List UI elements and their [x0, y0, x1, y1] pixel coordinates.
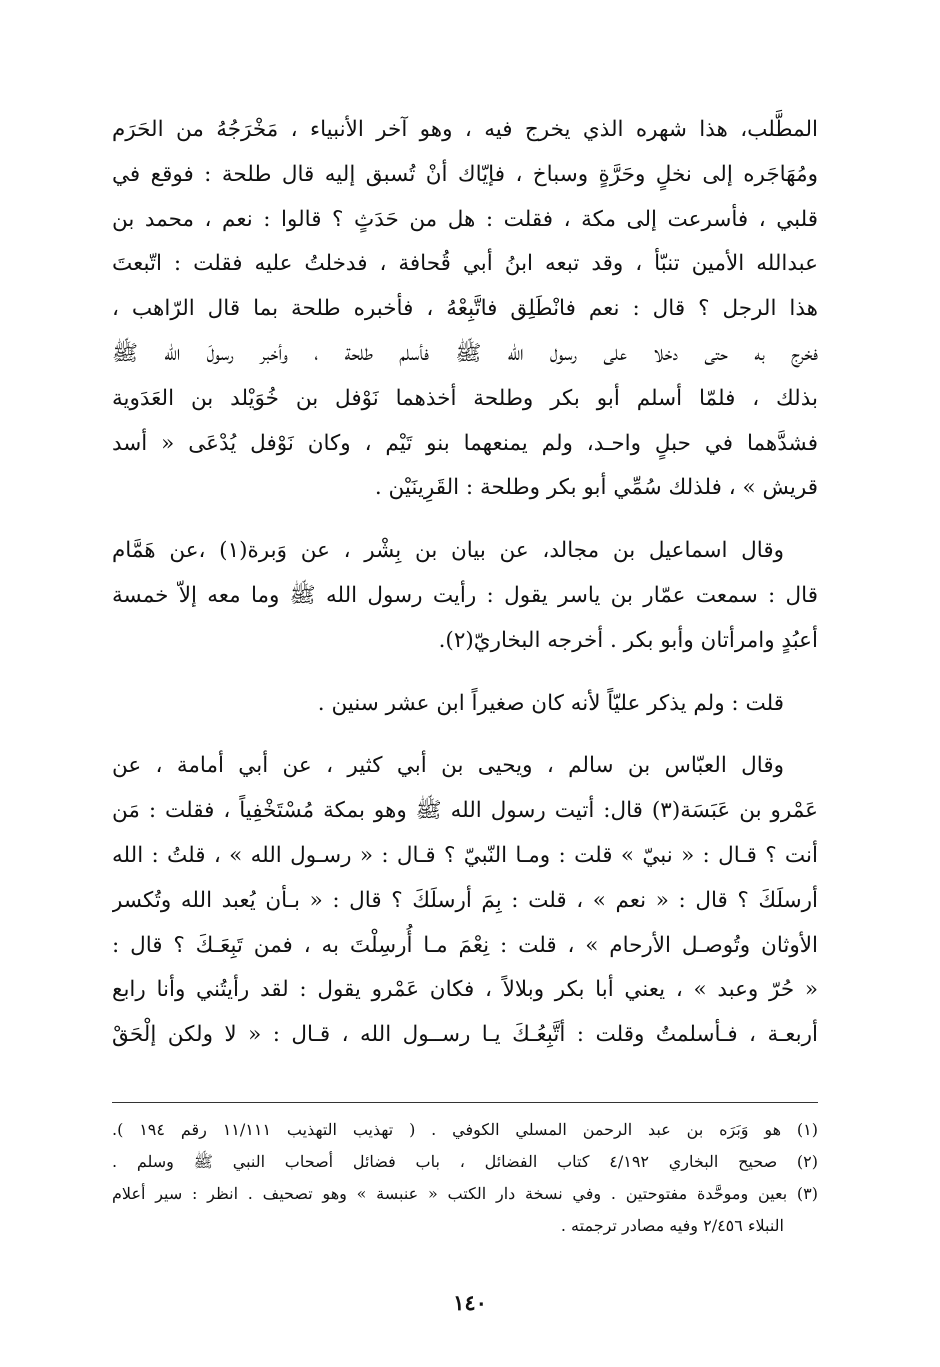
text-line: « حُرّ وعبد » ، يعني أبا بكر وبلالاً ، فكان عَمْرو يقول : لقد رأيتُني وأنا رابع	[112, 977, 818, 1003]
text-line: أربعـة ، فـأسلمتُ وقلت : أتَّبِعُـكَ يـا رســول الله ، قـال : « لا ولكن إلْحَقْ	[112, 1022, 818, 1048]
text-line: أعبُدٍ وامرأتان وأبو بكر . أخرجه البخاريّ(٢).	[438, 627, 818, 653]
footnotes	[112, 1114, 818, 1242]
paragraph-3	[112, 682, 818, 727]
text-line: قلت : ولم يذكر عليّاً لأنه كان صغيراً ابن عشر سنين .	[317, 690, 784, 716]
footnote-3-continued: النبلاء ٢/٤٥٦ وفيه مصادر ترجمته .	[560, 1216, 784, 1235]
text-line: قريش » ، فلذلك سُمِّي أبو بكر وطلحة : القَرِينَيْن .	[374, 475, 818, 501]
paragraph-1	[112, 108, 818, 511]
text-line: أنت ؟ قـال : « نبيّ » قلت : ومـا النّبيّ ؟ قـال : « رسـول الله » ، قلتُ : الله	[112, 842, 818, 868]
text-line: قلبي ، فأسرعت إلى مكة ، فقلت : هل من حَدَثٍ ؟ قالوا : نعم ، محمد بن	[112, 206, 818, 232]
text-line: عَمْرو بن عَبَسَة(٣) قال: أتيت رسول الله ﷺ وهو بمكة مُسْتَخْفِياً ، فقلت : مَن	[112, 798, 818, 824]
text-line: قال : سمعت عمّار بن ياسر يقول : رأيت رسول الله ﷺ وما معه إلاّ خمسة	[112, 582, 818, 608]
footnote-2: (٢) صحيح البخاري ٤/١٩٢ كتاب الفضائل ، باب فضائل أصحاب النبي ﷺ وسلم .	[112, 1152, 818, 1171]
text-line: عبدالله الأمين تنبّأ ، وقد تبعه ابنُ أبي قُحافة ، فدخلتُ عليه فقلت : اتّبعتَ	[112, 251, 818, 277]
text-line: فخرج به حتى دخلا على رسول الله ﷺ فأسلم طلحة ، وأخبر رسولَ الله ﷺ	[112, 340, 818, 366]
text-line: أرسلَكَ ؟ قال : « نعم » ، قلت : بِمَ أرسلَكَ ؟ قال : « بـأن يُعبد الله وتُكسر	[112, 887, 818, 913]
text-line: الأوثان وتُوصـل الأرحام » ، قلت : نِعْمَ مـا أُرسِلْتَ به ، فمن تَبِعَـكَ ؟ قال :	[112, 932, 818, 958]
main-text	[112, 108, 818, 1058]
footnote-3: (٣) بعين وموحَّدة مفتوحتين . وفي نسخة دار الكتب « عنبسة » وهو تصحيف . انظر : سير أعلام	[112, 1184, 818, 1203]
footnote-divider	[112, 1102, 818, 1103]
footnote-1: (١) هو وَبَرَه بن عبد الرحمن المسلي الكوفي . ( تهذيب التهذيب ١١/١١١ رقم ١٩٤ ).	[112, 1120, 818, 1139]
paragraph-4	[112, 744, 818, 1058]
text-line: وقال العبّاس بن سالم ، ويحيى بن أبي كثير ، عن أبي أمامة ، عن	[112, 753, 784, 779]
text-line: بذلك ، فلمّا أسلم أبو بكر وطلحة أخذهما نَوْفل بن خُوَيْلد بن العَدَوية	[112, 385, 818, 411]
page-number: ١٤٠	[453, 1290, 487, 1315]
text-line: هذا الرجل ؟ قال : نعم فانْطَلِق فاتَّبِعْهُ ، فأخبره طلحة بما قال الرّاهب ،	[112, 296, 818, 322]
text-line: ومُهَاجَره إلى نخلٍ وحَرَّةٍ وسباخ ، فإيّاك أنْ تُسبق إليه قال طلحة : فوقع في	[112, 161, 818, 187]
paragraph-2	[112, 529, 818, 663]
text-line: وقال اسماعيل بن مجالد، عن بيان بن بِشْر ، عن وَبرة(١) ،عن هَمَّام	[112, 538, 784, 564]
text-line: المطَّلب، هذا شهره الذي يخرج فيه ، وهو آخر الأنبياء ، مَخْرَجُهُ من الحَرَم	[112, 117, 818, 142]
text-line: فشدَّهما في حبلٍ واحـد، ولم يمنعهما بنو تَيْم ، وكان نَوْفل يُدْعَى « أسد	[112, 430, 818, 456]
